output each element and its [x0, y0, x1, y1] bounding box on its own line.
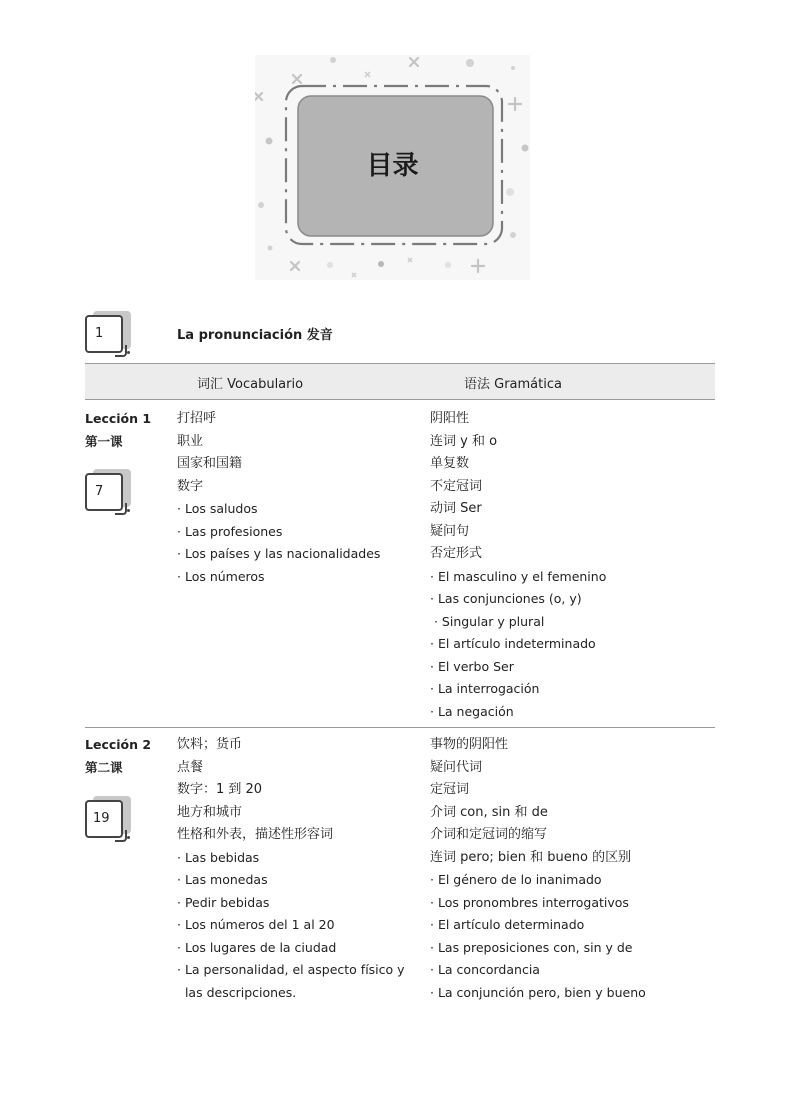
list-item: · La interrogación [430, 681, 540, 696]
list-item: 职业 [177, 433, 204, 449]
list-item: · El artículo determinado [430, 917, 585, 932]
list-item: 点餐 [177, 759, 204, 775]
page-number: 19 [85, 800, 123, 838]
list-item: · Los pronombres interrogativos [430, 894, 629, 910]
list-item: 性格和外表，描述性形容词 [177, 827, 334, 842]
table-header [85, 363, 715, 400]
list-item: 否定形式 [430, 546, 483, 561]
toc-title: 目录 [366, 151, 419, 181]
list-item: · Las preposiciones con, sin y de [430, 939, 633, 955]
page-number: 1 [85, 315, 123, 353]
list-item: 定冠词 [430, 782, 470, 797]
lesson-2-vocab-list [177, 734, 405, 1004]
grammar-header: 语法 Gramática [464, 377, 562, 392]
list-item: 疑问句 [430, 523, 470, 539]
page-number: 7 [85, 473, 123, 511]
list-item: · Los saludos [177, 501, 258, 516]
list-item: 不定冠词 [430, 478, 483, 494]
list-item: 饮料；货币 [177, 737, 243, 752]
list-item: 连词 pero; bien 和 bueno 的区别 [430, 849, 632, 865]
list-item: · El artículo indeterminado [430, 636, 596, 651]
lesson-1-grammar-list [430, 408, 606, 723]
lesson-label-zh: 第二课 [85, 759, 123, 775]
list-item: 数字：1 到 20 [177, 782, 263, 797]
intro-title: La pronunciación 发音 [177, 328, 333, 343]
list-item: 数字 [177, 478, 204, 494]
lesson-label-zh: 第一课 [85, 433, 123, 449]
list-item: las descripciones. [177, 984, 297, 1000]
list-item: · Las bebidas [177, 849, 260, 865]
list-item: · Las profesiones [177, 523, 283, 539]
list-item: · La concordancia [430, 962, 540, 977]
list-item: · El verbo Ser [430, 658, 514, 674]
lesson-1-label [85, 408, 151, 453]
lesson-label-es: Lección 2 [85, 737, 152, 752]
lesson-label-es: Lección 1 [85, 411, 152, 426]
lesson-2-label [85, 734, 151, 779]
list-item: · Las monedas [177, 872, 268, 887]
page-badge-lesson-2 [85, 800, 133, 842]
list-item: 单复数 [430, 456, 470, 471]
list-item: 地方和城市 [177, 804, 243, 820]
list-item: 介词和定冠词的缩写 [430, 827, 548, 842]
list-item: · Los lugares de la ciudad [177, 939, 337, 955]
list-item: 国家和国籍 [177, 456, 243, 471]
list-item: · Pedir bebidas [177, 894, 270, 910]
list-item: · El masculino y el femenino [430, 568, 607, 584]
page-badge-intro [85, 315, 133, 357]
list-item: 疑问代词 [430, 759, 483, 775]
list-item: · Las conjunciones (o, y) [430, 591, 582, 606]
list-item: 连词 y 和 o [430, 433, 498, 449]
list-item: 事物的阴阳性 [430, 737, 509, 752]
list-item: · La negación [430, 703, 514, 719]
list-item: · El género de lo inanimado [430, 872, 602, 887]
lesson-2-grammar-list [430, 734, 646, 1004]
lesson-1-vocab-list [177, 408, 380, 588]
list-item: · La personalidad, el aspecto físico y [177, 962, 405, 977]
list-item: 打招呼 [177, 411, 217, 426]
list-item: 阴阳性 [430, 411, 470, 426]
list-item: 介词 con, sin 和 de [430, 804, 548, 820]
page-badge-lesson-1 [85, 473, 133, 515]
list-item: · Los números [177, 568, 265, 584]
list-item: · Singular y plural [430, 613, 545, 629]
list-item: · Los números del 1 al 20 [177, 917, 335, 932]
list-item: · La conjunción pero, bien y bueno [430, 984, 646, 1000]
list-item: 动词 Ser [430, 501, 482, 516]
vocab-header: 词汇 Vocabulario [197, 377, 304, 392]
lesson-divider [85, 727, 715, 728]
list-item: · Los países y las nacionalidades [177, 546, 381, 561]
